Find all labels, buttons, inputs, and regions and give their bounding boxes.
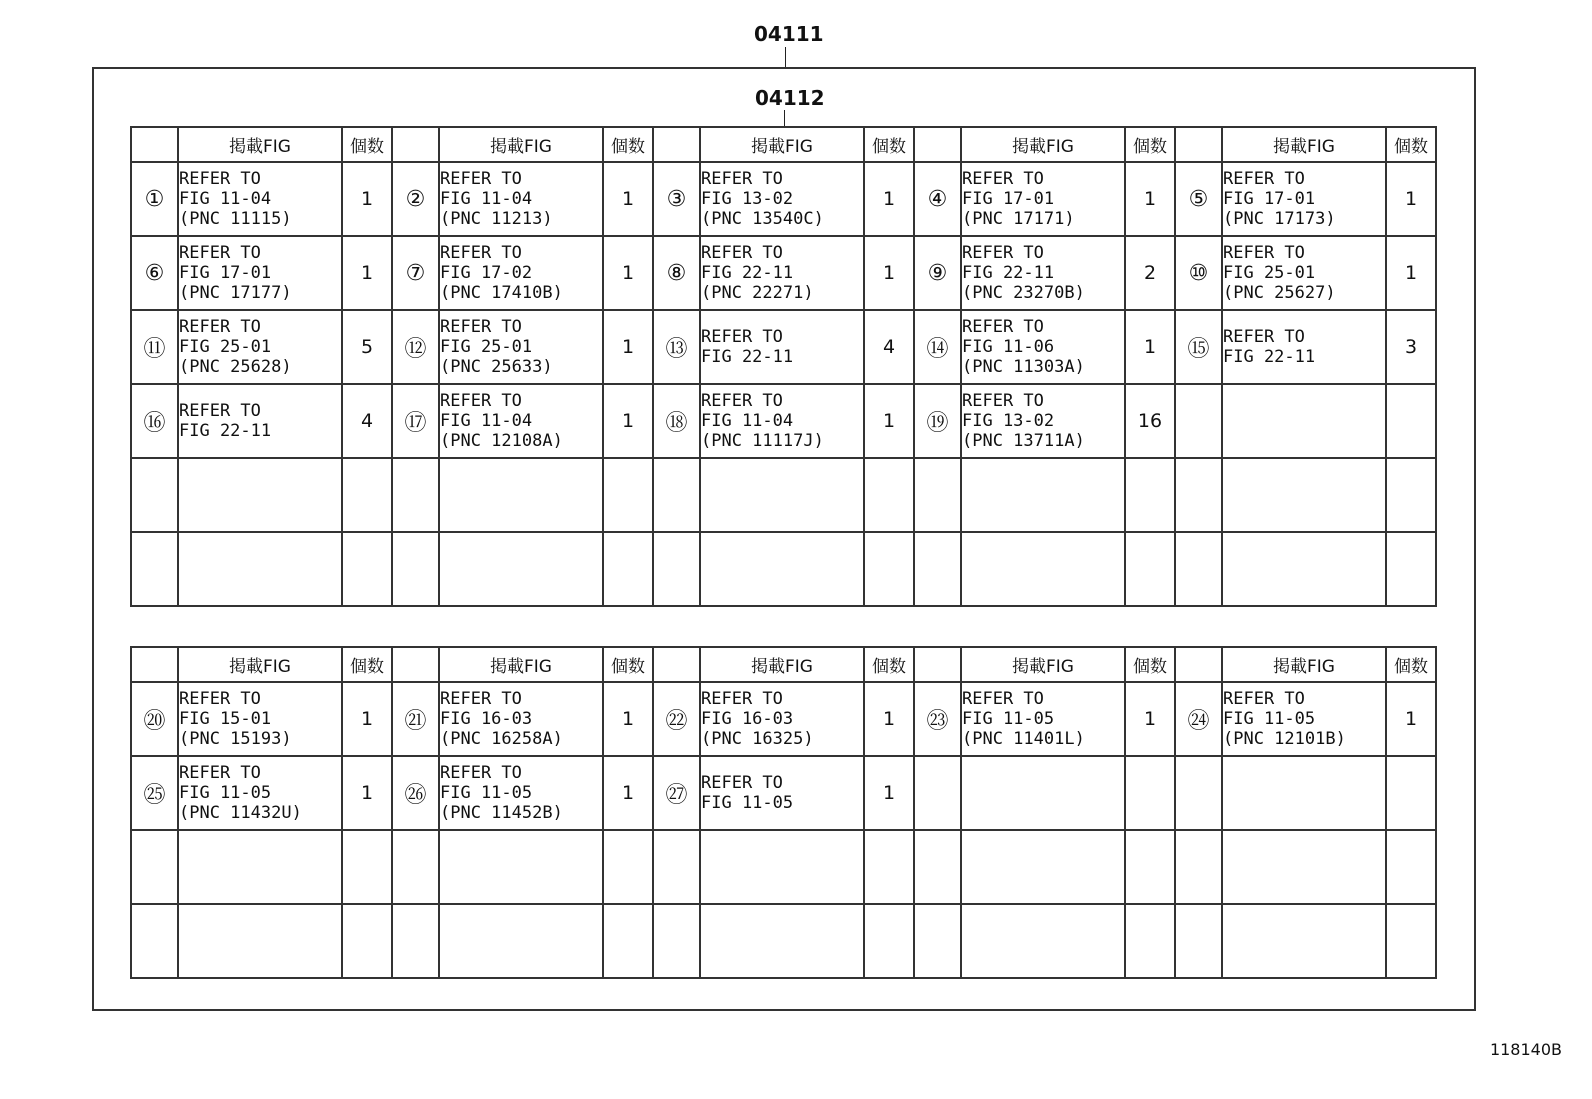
figure-reference bbox=[1222, 162, 1386, 236]
quantity bbox=[603, 532, 653, 606]
item-number: ⑱ bbox=[653, 384, 700, 458]
item-number bbox=[1175, 458, 1222, 532]
figure-reference bbox=[1222, 310, 1386, 384]
reference-line: REFER TO bbox=[440, 243, 522, 263]
item-number bbox=[1175, 532, 1222, 606]
figure-reference bbox=[961, 904, 1125, 978]
table-row bbox=[131, 756, 1436, 830]
reference-line: (PNC 11115) bbox=[179, 209, 292, 229]
reference-line: (PNC 13540C) bbox=[701, 209, 824, 229]
quantity: 1 bbox=[864, 162, 914, 236]
reference-line: REFER TO bbox=[440, 317, 522, 337]
quantity bbox=[342, 532, 392, 606]
quantity: 1 bbox=[1125, 162, 1175, 236]
reference-line: (PNC 17173) bbox=[1223, 209, 1336, 229]
item-number: ㉑ bbox=[392, 682, 439, 756]
reference-line: (PNC 25633) bbox=[440, 357, 553, 377]
item-number: ① bbox=[131, 162, 178, 236]
figure-reference bbox=[439, 310, 603, 384]
figure-reference bbox=[178, 682, 342, 756]
reference-line: (PNC 25628) bbox=[179, 357, 292, 377]
quantity bbox=[1386, 830, 1436, 904]
reference-line: REFER TO bbox=[179, 243, 261, 263]
header-number-cell bbox=[392, 127, 439, 162]
reference-line: REFER TO bbox=[701, 689, 783, 709]
item-number: ㉓ bbox=[914, 682, 961, 756]
item-number bbox=[131, 532, 178, 606]
quantity: 1 bbox=[603, 236, 653, 310]
item-number bbox=[914, 904, 961, 978]
table-row bbox=[131, 904, 1436, 978]
quantity: 1 bbox=[864, 236, 914, 310]
quantity: 1 bbox=[864, 384, 914, 458]
item-number: ⑩ bbox=[1175, 236, 1222, 310]
quantity bbox=[1125, 532, 1175, 606]
quantity: 1 bbox=[342, 682, 392, 756]
quantity: 1 bbox=[1386, 682, 1436, 756]
item-number: ⑦ bbox=[392, 236, 439, 310]
reference-line: (PNC 17171) bbox=[962, 209, 1075, 229]
quantity: 4 bbox=[864, 310, 914, 384]
item-number: ⑲ bbox=[914, 384, 961, 458]
item-number: ㉗ bbox=[653, 756, 700, 830]
reference-line: (PNC 11401L) bbox=[962, 729, 1085, 749]
table-row bbox=[131, 682, 1436, 756]
quantity bbox=[1386, 904, 1436, 978]
header-qty-label: 個数 bbox=[1125, 127, 1175, 162]
table-row bbox=[131, 162, 1436, 236]
header-number-cell bbox=[1175, 127, 1222, 162]
item-number bbox=[653, 532, 700, 606]
reference-line: REFER TO bbox=[962, 317, 1044, 337]
figure-reference bbox=[178, 162, 342, 236]
header-number-cell bbox=[131, 647, 178, 682]
table-header-row bbox=[131, 647, 1436, 682]
reference-table-2 bbox=[130, 646, 1437, 979]
figure-reference bbox=[961, 756, 1125, 830]
item-number bbox=[914, 756, 961, 830]
reference-line: FIG 11-04 bbox=[440, 189, 533, 209]
figure-reference bbox=[700, 904, 864, 978]
reference-line: REFER TO bbox=[701, 243, 783, 263]
figure-reference bbox=[700, 310, 864, 384]
reference-line: FIG 17-01 bbox=[179, 263, 272, 283]
item-number: ③ bbox=[653, 162, 700, 236]
item-number: ⑬ bbox=[653, 310, 700, 384]
item-number: ⑤ bbox=[1175, 162, 1222, 236]
reference-line: FIG 11-05 bbox=[1223, 709, 1316, 729]
figure-reference bbox=[439, 236, 603, 310]
reference-line: (PNC 17177) bbox=[179, 283, 292, 303]
reference-line: FIG 22-11 bbox=[701, 263, 794, 283]
quantity bbox=[1386, 384, 1436, 458]
reference-line: (PNC 22271) bbox=[701, 283, 814, 303]
quantity: 1 bbox=[864, 682, 914, 756]
figure-reference bbox=[178, 384, 342, 458]
reference-line: REFER TO bbox=[962, 169, 1044, 189]
item-number: ⑨ bbox=[914, 236, 961, 310]
header-qty-label: 個数 bbox=[603, 647, 653, 682]
table-row bbox=[131, 310, 1436, 384]
figure-reference bbox=[178, 310, 342, 384]
table-header-row bbox=[131, 127, 1436, 162]
quantity: 1 bbox=[342, 162, 392, 236]
item-number bbox=[653, 830, 700, 904]
item-number bbox=[1175, 384, 1222, 458]
item-number: ㉕ bbox=[131, 756, 178, 830]
quantity bbox=[864, 532, 914, 606]
quantity bbox=[603, 458, 653, 532]
header-fig-label: 掲載FIG bbox=[1222, 127, 1386, 162]
quantity bbox=[1386, 458, 1436, 532]
item-number bbox=[131, 830, 178, 904]
figure-reference bbox=[439, 532, 603, 606]
figure-reference bbox=[700, 756, 864, 830]
item-number bbox=[131, 904, 178, 978]
item-number bbox=[914, 458, 961, 532]
reference-line: (PNC 16325) bbox=[701, 729, 814, 749]
header-qty-label: 個数 bbox=[1125, 647, 1175, 682]
outer-part-code: 04111 bbox=[754, 22, 824, 46]
header-qty-label: 個数 bbox=[342, 647, 392, 682]
header-number-cell bbox=[653, 647, 700, 682]
quantity: 2 bbox=[1125, 236, 1175, 310]
figure-reference bbox=[700, 162, 864, 236]
reference-line: REFER TO bbox=[440, 169, 522, 189]
reference-line: FIG 17-01 bbox=[1223, 189, 1316, 209]
reference-line: FIG 11-05 bbox=[962, 709, 1055, 729]
item-number: ⑮ bbox=[1175, 310, 1222, 384]
reference-line: FIG 13-02 bbox=[701, 189, 794, 209]
illustration-id: 118140B bbox=[1489, 1040, 1562, 1059]
figure-reference bbox=[1222, 236, 1386, 310]
quantity: 1 bbox=[342, 236, 392, 310]
reference-line: REFER TO bbox=[962, 689, 1044, 709]
quantity bbox=[1125, 756, 1175, 830]
figure-reference bbox=[439, 384, 603, 458]
reference-line: FIG 17-02 bbox=[440, 263, 533, 283]
reference-line: REFER TO bbox=[179, 689, 261, 709]
item-number: ⑭ bbox=[914, 310, 961, 384]
header-qty-label: 個数 bbox=[342, 127, 392, 162]
reference-line: (PNC 15193) bbox=[179, 729, 292, 749]
figure-reference bbox=[700, 458, 864, 532]
quantity: 1 bbox=[603, 756, 653, 830]
item-number bbox=[392, 532, 439, 606]
reference-line: (PNC 12101B) bbox=[1223, 729, 1346, 749]
item-number: ⑫ bbox=[392, 310, 439, 384]
figure-reference bbox=[1222, 830, 1386, 904]
reference-line: FIG 22-11 bbox=[1223, 347, 1316, 367]
header-fig-label: 掲載FIG bbox=[178, 127, 342, 162]
item-number bbox=[392, 830, 439, 904]
figure-reference bbox=[961, 458, 1125, 532]
quantity: 1 bbox=[603, 310, 653, 384]
header-qty-label: 個数 bbox=[864, 127, 914, 162]
figure-reference bbox=[178, 236, 342, 310]
quantity bbox=[864, 458, 914, 532]
reference-line: (PNC 23270B) bbox=[962, 283, 1085, 303]
item-number bbox=[914, 830, 961, 904]
reference-line: REFER TO bbox=[701, 391, 783, 411]
reference-line: (PNC 11117J) bbox=[701, 431, 824, 451]
quantity bbox=[1125, 904, 1175, 978]
figure-reference bbox=[961, 236, 1125, 310]
figure-reference bbox=[700, 384, 864, 458]
figure-reference bbox=[700, 532, 864, 606]
reference-line: (PNC 12108A) bbox=[440, 431, 563, 451]
reference-line: FIG 15-01 bbox=[179, 709, 272, 729]
reference-line: REFER TO bbox=[1223, 327, 1305, 347]
reference-line: (PNC 11213) bbox=[440, 209, 553, 229]
reference-line: FIG 11-04 bbox=[440, 411, 533, 431]
reference-line: FIG 11-05 bbox=[440, 783, 533, 803]
figure-reference bbox=[700, 236, 864, 310]
reference-line: FIG 13-02 bbox=[962, 411, 1055, 431]
quantity: 1 bbox=[1125, 310, 1175, 384]
quantity: 4 bbox=[342, 384, 392, 458]
reference-line: REFER TO bbox=[179, 169, 261, 189]
item-number: ㉔ bbox=[1175, 682, 1222, 756]
reference-line: REFER TO bbox=[1223, 689, 1305, 709]
header-fig-label: 掲載FIG bbox=[439, 127, 603, 162]
reference-line: REFER TO bbox=[701, 327, 783, 347]
figure-reference bbox=[1222, 532, 1386, 606]
item-number: ⑥ bbox=[131, 236, 178, 310]
reference-line: FIG 22-11 bbox=[701, 347, 794, 367]
reference-line: (PNC 11432U) bbox=[179, 803, 302, 823]
figure-reference bbox=[961, 830, 1125, 904]
figure-reference bbox=[178, 756, 342, 830]
reference-line: FIG 11-04 bbox=[701, 411, 794, 431]
quantity bbox=[864, 904, 914, 978]
figure-reference bbox=[961, 162, 1125, 236]
quantity bbox=[603, 830, 653, 904]
quantity bbox=[342, 904, 392, 978]
figure-reference bbox=[961, 310, 1125, 384]
figure-reference bbox=[439, 162, 603, 236]
inner-part-code: 04112 bbox=[755, 86, 825, 110]
figure-reference bbox=[439, 756, 603, 830]
quantity: 1 bbox=[603, 162, 653, 236]
header-fig-label: 掲載FIG bbox=[439, 647, 603, 682]
table-row bbox=[131, 384, 1436, 458]
figure-reference bbox=[1222, 384, 1386, 458]
quantity: 1 bbox=[603, 384, 653, 458]
quantity: 1 bbox=[342, 756, 392, 830]
figure-reference bbox=[961, 384, 1125, 458]
quantity bbox=[864, 830, 914, 904]
reference-line: FIG 25-01 bbox=[179, 337, 272, 357]
outer-code-leader bbox=[785, 47, 786, 67]
table-row bbox=[131, 532, 1436, 606]
item-number: ② bbox=[392, 162, 439, 236]
reference-line: FIG 16-03 bbox=[701, 709, 794, 729]
quantity bbox=[1125, 830, 1175, 904]
item-number: ㉖ bbox=[392, 756, 439, 830]
figure-reference bbox=[178, 458, 342, 532]
header-number-cell bbox=[914, 127, 961, 162]
reference-line: (PNC 16258A) bbox=[440, 729, 563, 749]
header-number-cell bbox=[131, 127, 178, 162]
quantity: 1 bbox=[603, 682, 653, 756]
header-number-cell bbox=[392, 647, 439, 682]
header-fig-label: 掲載FIG bbox=[178, 647, 342, 682]
item-number: ㉒ bbox=[653, 682, 700, 756]
reference-line: REFER TO bbox=[179, 763, 261, 783]
reference-line: FIG 17-01 bbox=[962, 189, 1055, 209]
item-number bbox=[653, 904, 700, 978]
reference-line: REFER TO bbox=[962, 243, 1044, 263]
quantity bbox=[1386, 532, 1436, 606]
quantity bbox=[1125, 458, 1175, 532]
quantity: 16 bbox=[1125, 384, 1175, 458]
figure-reference bbox=[439, 682, 603, 756]
reference-line: FIG 22-11 bbox=[179, 421, 272, 441]
quantity: 1 bbox=[1125, 682, 1175, 756]
item-number bbox=[1175, 904, 1222, 978]
header-fig-label: 掲載FIG bbox=[700, 647, 864, 682]
reference-line: (PNC 25627) bbox=[1223, 283, 1336, 303]
item-number: ⑪ bbox=[131, 310, 178, 384]
figure-reference bbox=[439, 904, 603, 978]
figure-reference bbox=[961, 532, 1125, 606]
header-number-cell bbox=[653, 127, 700, 162]
header-number-cell bbox=[914, 647, 961, 682]
header-qty-label: 個数 bbox=[1386, 647, 1436, 682]
figure-reference bbox=[178, 532, 342, 606]
reference-line: FIG 22-11 bbox=[962, 263, 1055, 283]
figure-reference bbox=[1222, 756, 1386, 830]
reference-line: (PNC 17410B) bbox=[440, 283, 563, 303]
item-number bbox=[131, 458, 178, 532]
item-number bbox=[392, 458, 439, 532]
figure-reference bbox=[439, 830, 603, 904]
reference-line: REFER TO bbox=[179, 317, 261, 337]
figure-reference bbox=[178, 830, 342, 904]
item-number bbox=[1175, 830, 1222, 904]
quantity: 3 bbox=[1386, 310, 1436, 384]
item-number bbox=[392, 904, 439, 978]
reference-line: (PNC 11303A) bbox=[962, 357, 1085, 377]
reference-line: REFER TO bbox=[179, 401, 261, 421]
reference-line: (PNC 13711A) bbox=[962, 431, 1085, 451]
header-fig-label: 掲載FIG bbox=[700, 127, 864, 162]
reference-line: REFER TO bbox=[962, 391, 1044, 411]
reference-line: (PNC 11452B) bbox=[440, 803, 563, 823]
reference-line: REFER TO bbox=[701, 169, 783, 189]
header-fig-label: 掲載FIG bbox=[1222, 647, 1386, 682]
reference-line: FIG 11-05 bbox=[179, 783, 272, 803]
figure-reference bbox=[961, 682, 1125, 756]
figure-reference bbox=[700, 682, 864, 756]
table-row bbox=[131, 830, 1436, 904]
item-number: ④ bbox=[914, 162, 961, 236]
reference-line: REFER TO bbox=[440, 689, 522, 709]
header-fig-label: 掲載FIG bbox=[961, 647, 1125, 682]
quantity: 5 bbox=[342, 310, 392, 384]
reference-line: REFER TO bbox=[440, 763, 522, 783]
reference-line: REFER TO bbox=[1223, 169, 1305, 189]
header-qty-label: 個数 bbox=[1386, 127, 1436, 162]
item-number: ⑰ bbox=[392, 384, 439, 458]
reference-table-1 bbox=[130, 126, 1437, 607]
header-number-cell bbox=[1175, 647, 1222, 682]
inner-code-leader bbox=[784, 110, 785, 126]
reference-line: REFER TO bbox=[1223, 243, 1305, 263]
item-number: ⑧ bbox=[653, 236, 700, 310]
reference-line: FIG 25-01 bbox=[1223, 263, 1316, 283]
quantity: 1 bbox=[1386, 236, 1436, 310]
quantity bbox=[342, 458, 392, 532]
item-number bbox=[1175, 756, 1222, 830]
reference-line: FIG 25-01 bbox=[440, 337, 533, 357]
figure-reference bbox=[1222, 904, 1386, 978]
item-number: ⑳ bbox=[131, 682, 178, 756]
reference-line: FIG 16-03 bbox=[440, 709, 533, 729]
reference-line: FIG 11-05 bbox=[701, 793, 794, 813]
reference-line: REFER TO bbox=[440, 391, 522, 411]
table-row bbox=[131, 236, 1436, 310]
quantity bbox=[1386, 756, 1436, 830]
header-fig-label: 掲載FIG bbox=[961, 127, 1125, 162]
quantity bbox=[603, 904, 653, 978]
reference-line: FIG 11-06 bbox=[962, 337, 1055, 357]
figure-reference bbox=[1222, 458, 1386, 532]
item-number bbox=[914, 532, 961, 606]
figure-reference bbox=[178, 904, 342, 978]
quantity bbox=[342, 830, 392, 904]
figure-reference bbox=[1222, 682, 1386, 756]
reference-line: FIG 11-04 bbox=[179, 189, 272, 209]
quantity: 1 bbox=[864, 756, 914, 830]
header-qty-label: 個数 bbox=[603, 127, 653, 162]
quantity: 1 bbox=[1386, 162, 1436, 236]
reference-line: REFER TO bbox=[701, 773, 783, 793]
table-row bbox=[131, 458, 1436, 532]
figure-reference bbox=[439, 458, 603, 532]
header-qty-label: 個数 bbox=[864, 647, 914, 682]
item-number bbox=[653, 458, 700, 532]
figure-reference bbox=[700, 830, 864, 904]
item-number: ⑯ bbox=[131, 384, 178, 458]
